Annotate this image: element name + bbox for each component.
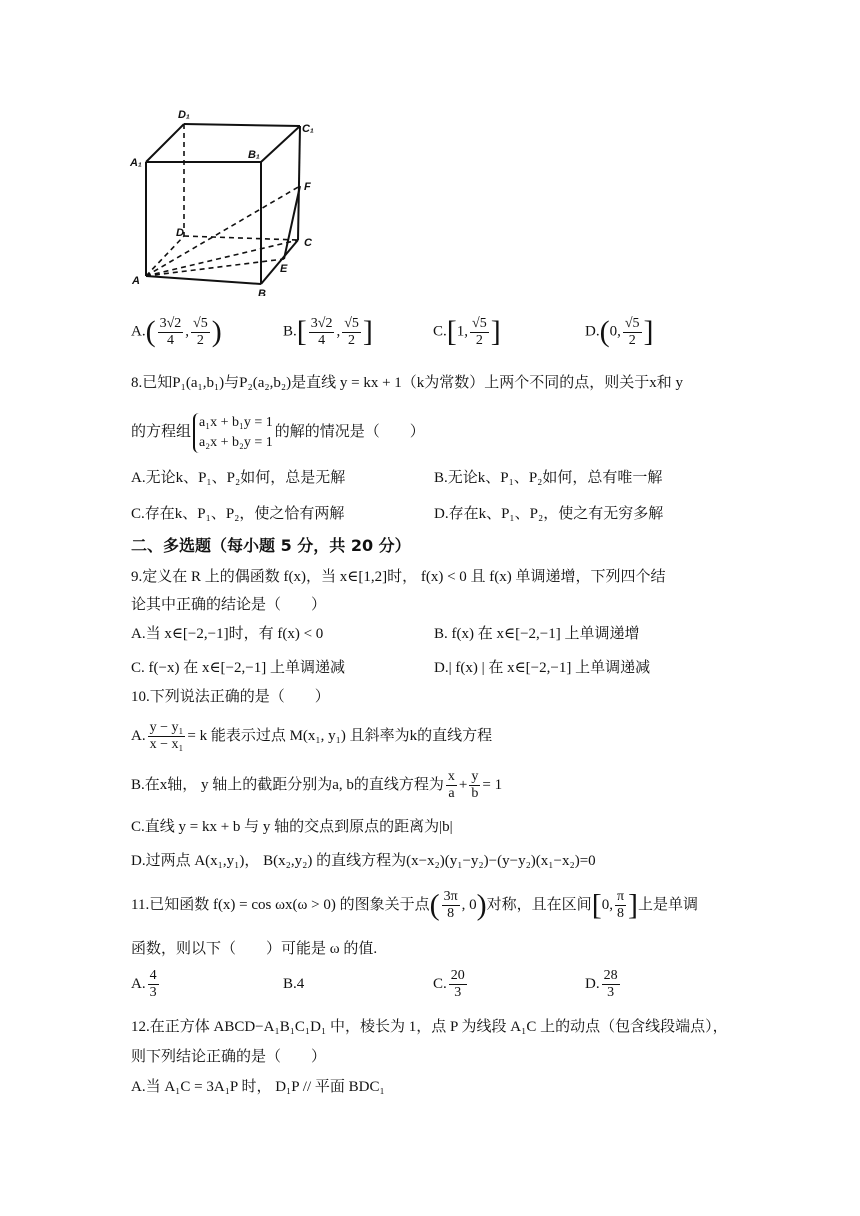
edge-a-f: [146, 186, 300, 276]
q10-stem: 10.下列说法正确的是（ ）: [131, 689, 330, 705]
label-a: A: [132, 275, 140, 287]
cube-edges: [146, 124, 300, 284]
edge-d1-c1: [184, 124, 300, 126]
label-d1: D₁: [178, 109, 190, 121]
q7-option-a: A.( $\frac{3√2}{4}$ , $\frac{√5}{2}$ ): [131, 315, 222, 348]
label-e: E: [280, 263, 288, 275]
q9-stem-line2: 论其中正确的结论是（ ）: [131, 597, 327, 613]
q9-option-b: B. f(x) 在 x∈[−2,−1] 上单调递增: [434, 626, 640, 642]
label-c: C: [304, 237, 312, 249]
cube-figure: [128, 104, 328, 296]
edge-a1-d1: [146, 124, 184, 162]
q10-option-d: D.过两点 A(x₁,y₁)， B(x₂,y₂) 的直线方程为(x−x₂)(y₁−y₂)−(y−y₂)(x₁−x₂)=0: [131, 853, 596, 869]
q9-option-a: A.当 x∈[−2,−1]时，有 f(x) < 0: [131, 626, 324, 642]
edge-b1-c1: [261, 126, 300, 162]
q8-stem-line2: 的方程组 a₁x + b₁y = 1 a₂x + b₂y = 1 的解的情况是（ ）: [131, 412, 425, 452]
q12-option-a: A.当 A₁C = 3A₁P 时， D₁P // 平面 BDC₁: [131, 1079, 385, 1095]
q9-option-c: C. f(−x) 在 x∈[−2,−1] 上单调递减: [131, 660, 345, 676]
q11-option-c: C. $\frac{20}{3}$: [433, 968, 465, 1000]
q8-equation-system: a₁x + b₁y = 1 a₂x + b₂y = 1: [193, 413, 273, 453]
q11-stem-line2: 函数，则以下（ ）可能是 ω 的值.: [131, 941, 378, 957]
label-b1: B₁: [248, 149, 260, 161]
label-c1: C₁: [302, 123, 314, 135]
edge-d-c: [184, 236, 298, 240]
edge-b-c: [261, 240, 298, 284]
edge-c1-c: [298, 126, 300, 240]
label-a1: A₁: [130, 157, 142, 169]
edge-a-e: [146, 259, 284, 276]
q9-option-d: D.| f(x) | 在 x∈[−2,−1] 上单调递减: [434, 660, 651, 676]
label-f: F: [304, 181, 311, 193]
q12-stem-line2: 则下列结论正确的是（ ）: [131, 1049, 327, 1065]
edge-a-d: [146, 236, 184, 276]
q8-option-b: B.无论k、P₁、P₂如何，总有唯一解: [434, 470, 663, 486]
q8-option-a: A.无论k、P₁、P₂如何，总是无解: [131, 470, 346, 486]
label-b: B: [258, 288, 266, 296]
q12-stem-line1: 12.在正方体 ABCD−A₁B₁C₁D₁ 中，棱长为 1，点 P 为线段 A₁C 上的动点（包含线段端点），: [131, 1019, 728, 1035]
label-d: D: [176, 227, 184, 239]
q8-option-c: C.存在k、P₁、P₂，使之恰有两解: [131, 506, 345, 522]
q10-option-b: B.在x轴， y 轴上的截距分别为a, b的直线方程为 $\frac{x}{a}$ + $\frac{y}{b}$ = 1: [131, 769, 503, 802]
q7-option-b: B.[ $\frac{3√2}{4}$ , $\frac{√5}{2}$ ]: [283, 315, 373, 348]
q9-stem-line1: 9.定义在 R 上的偶函数 f(x)，当 x∈[1,2]时， f(x) < 0 且 f(x) 单调递增，下列四个结: [131, 569, 666, 585]
q8-stem-line1: 8.已知P₁(a₁,b₁)与P₂(a₂,b₂)是直线 y = kx + 1（k为常数）上两个不同的点，则关于x和 y: [131, 375, 684, 391]
q11-option-b: B.4: [283, 976, 305, 992]
q7-option-d: D.(0, $\frac{√5}{2}$ ]: [585, 315, 654, 348]
edge-a-b: [146, 276, 261, 284]
edge-a-c: [146, 240, 298, 276]
q8-option-d: D.存在k、P₁、P₂，使之有无穷多解: [434, 506, 664, 522]
q11-option-a: A. $\frac{4}{3}$: [131, 968, 157, 1000]
q11-stem-line1: 11.已知函数 f(x) = cos ωx(ω > 0) 的图象关于点( $\frac{3\pi}{8}$ , 0)对称，且在区间[0, $\frac{\pi}{8}$ ]上是单调: [131, 888, 699, 922]
q10-option-a: A. $\frac{\text{y − y₁}}{\text{x − x₁}}$ = k 能表示过点 M(x₁, y₁) 且斜率为k的直线方程: [131, 720, 493, 753]
q10-option-c: C.直线 y = kx + b 与 y 轴的交点到原点的距离为|b|: [131, 819, 453, 835]
vertex-labels: [129, 109, 314, 296]
section-heading-multiple-choice: 二、多选题（每小题 5 分，共 20 分）: [131, 536, 411, 555]
q7-option-c: C.[1, $\frac{√5}{2}$ ]: [433, 315, 501, 348]
q11-option-d: D. $\frac{28}{3}$: [585, 968, 618, 1000]
